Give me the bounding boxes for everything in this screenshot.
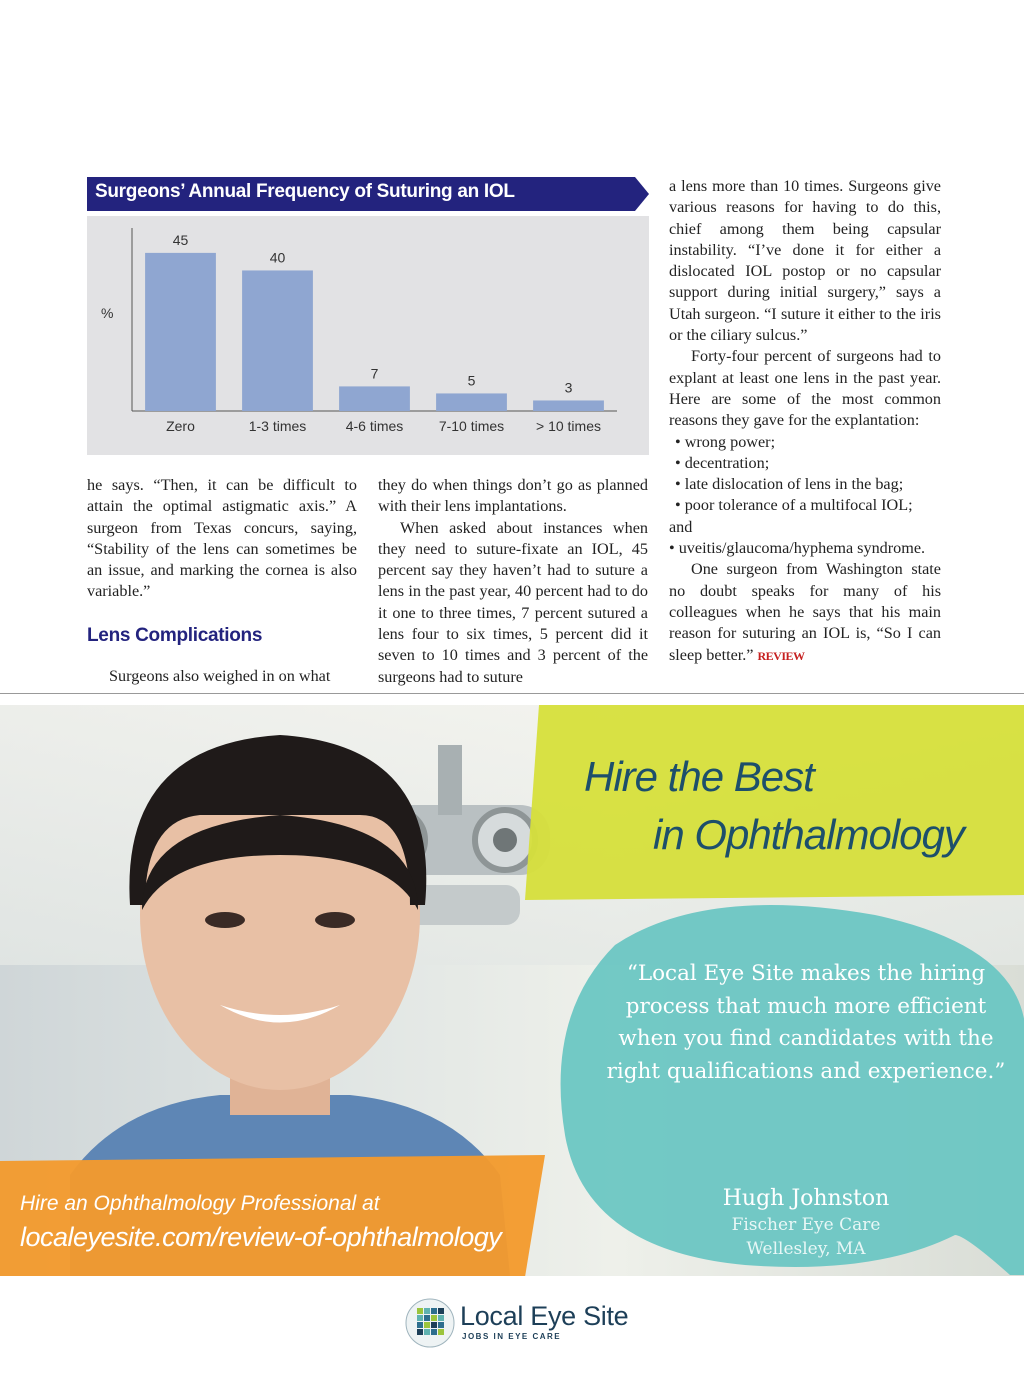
bar-value-label: 7 — [370, 365, 379, 382]
cta-url-link[interactable]: localeyesite.com/review-of-ophthalmology — [20, 1222, 502, 1252]
bar-2 — [339, 386, 410, 411]
bullet-item: • decentration; — [675, 453, 770, 472]
bar-0 — [145, 253, 216, 411]
testimonial-name: Hugh Johnston — [722, 1186, 890, 1211]
bar-3 — [436, 393, 507, 411]
bar-4 — [533, 400, 604, 411]
end-tag: REVIEW — [757, 648, 805, 663]
category-label: 7-10 times — [438, 418, 505, 434]
article-column-1 — [87, 475, 357, 603]
advertisement[interactable] — [0, 705, 1024, 1276]
category-label: Zero — [166, 418, 195, 434]
article-column-2 — [378, 475, 648, 688]
bullet-item: • uveitis/glaucoma/hyphema syndrome. — [669, 539, 926, 558]
logo-tagline: JOBS IN EYE CARE — [462, 1332, 562, 1341]
bullet-item: • late dislocation of lens in the bag; — [675, 475, 904, 494]
article-column-3 — [669, 176, 941, 667]
bullet-connector: and — [669, 517, 693, 536]
cta-text: Hire an Ophthalmology Professional at — [20, 1192, 380, 1215]
testimonial-quote: “Local Eye Site makes the hiring process that much more efficient when you find candidates with the right qualifications and experience.” — [606, 961, 1006, 1084]
ad-headline-line-2: in Ophthalmology — [653, 811, 964, 858]
y-axis-label: % — [101, 305, 114, 321]
testimonial-organization: Fischer Eye Care — [731, 1215, 881, 1235]
divider-rule — [0, 693, 1024, 694]
chart-title: Surgeons’ Annual Frequency of Suturing an IOL — [95, 181, 515, 202]
category-label: 4-6 times — [345, 418, 404, 434]
bar-value-label: 3 — [564, 379, 573, 396]
ad-headline-line-1: Hire the Best — [584, 753, 814, 800]
local-eye-site-logo-icon — [405, 1298, 455, 1348]
headline-banner — [525, 705, 1024, 905]
bar-value-label: 5 — [467, 372, 476, 389]
paragraph: a lens more than 10 times. Surgeons give various reasons for having to do this, chief among them being capsular instability. “I’ve done it for either a dislocated IOL postop or no capsular support during initial surgery,” says a Utah surgeon. “I suture it either to the iris or the ciliary sulcus.” — [669, 177, 941, 345]
category-label: > 10 times — [536, 418, 601, 434]
logo-wordmark: Local Eye Site — [460, 1301, 629, 1331]
paragraph: they do when things don’t go as planned with their lens implantations. — [378, 476, 648, 516]
section-subhead: Lens Complications — [87, 625, 263, 646]
bullet-item: • wrong power; — [675, 432, 776, 451]
paragraph-text: One surgeon from Washington state no doubt speaks for many of his colleagues when he says that his main reason for suturing an IOL is, “So I can sleep better.” — [669, 560, 941, 664]
bar-1 — [242, 270, 313, 411]
bar-chart — [87, 216, 649, 455]
bar-value-label: 40 — [269, 249, 286, 266]
paragraph: he says. “Then, it can be difficult to attain the optimal astigmatic axis.” A surgeon from Texas concurs, saying, “Stability of the lens can sometimes be an issue, and marking the cornea is also variable.” — [87, 476, 357, 601]
bullet-item: • poor tolerance of a multifocal IOL; — [675, 496, 913, 515]
paragraph: When asked about instances when they need to suture-fixate an IOL, 45 percent say they haven’t had to suture a lens in the past year, 40 percent had to do it one to three times, 7 percent sutured a lens four to six times, 5 percent did it seven to 10 times and 3 percent of the surgeons had to suture — [378, 518, 648, 686]
paragraph: Forty-four percent of surgeons had to explant at least one lens in the past year. Here are some of the most common reasons they gave for the explantation: — [669, 347, 941, 430]
article-column-1-continued — [87, 666, 357, 687]
paragraph — [669, 559, 941, 666]
testimonial-location: Wellesley, MA — [746, 1239, 866, 1259]
bar-value-label: 45 — [172, 231, 189, 248]
paragraph: Surgeons also weighed in on what — [109, 667, 331, 685]
category-label: 1-3 times — [248, 418, 307, 434]
